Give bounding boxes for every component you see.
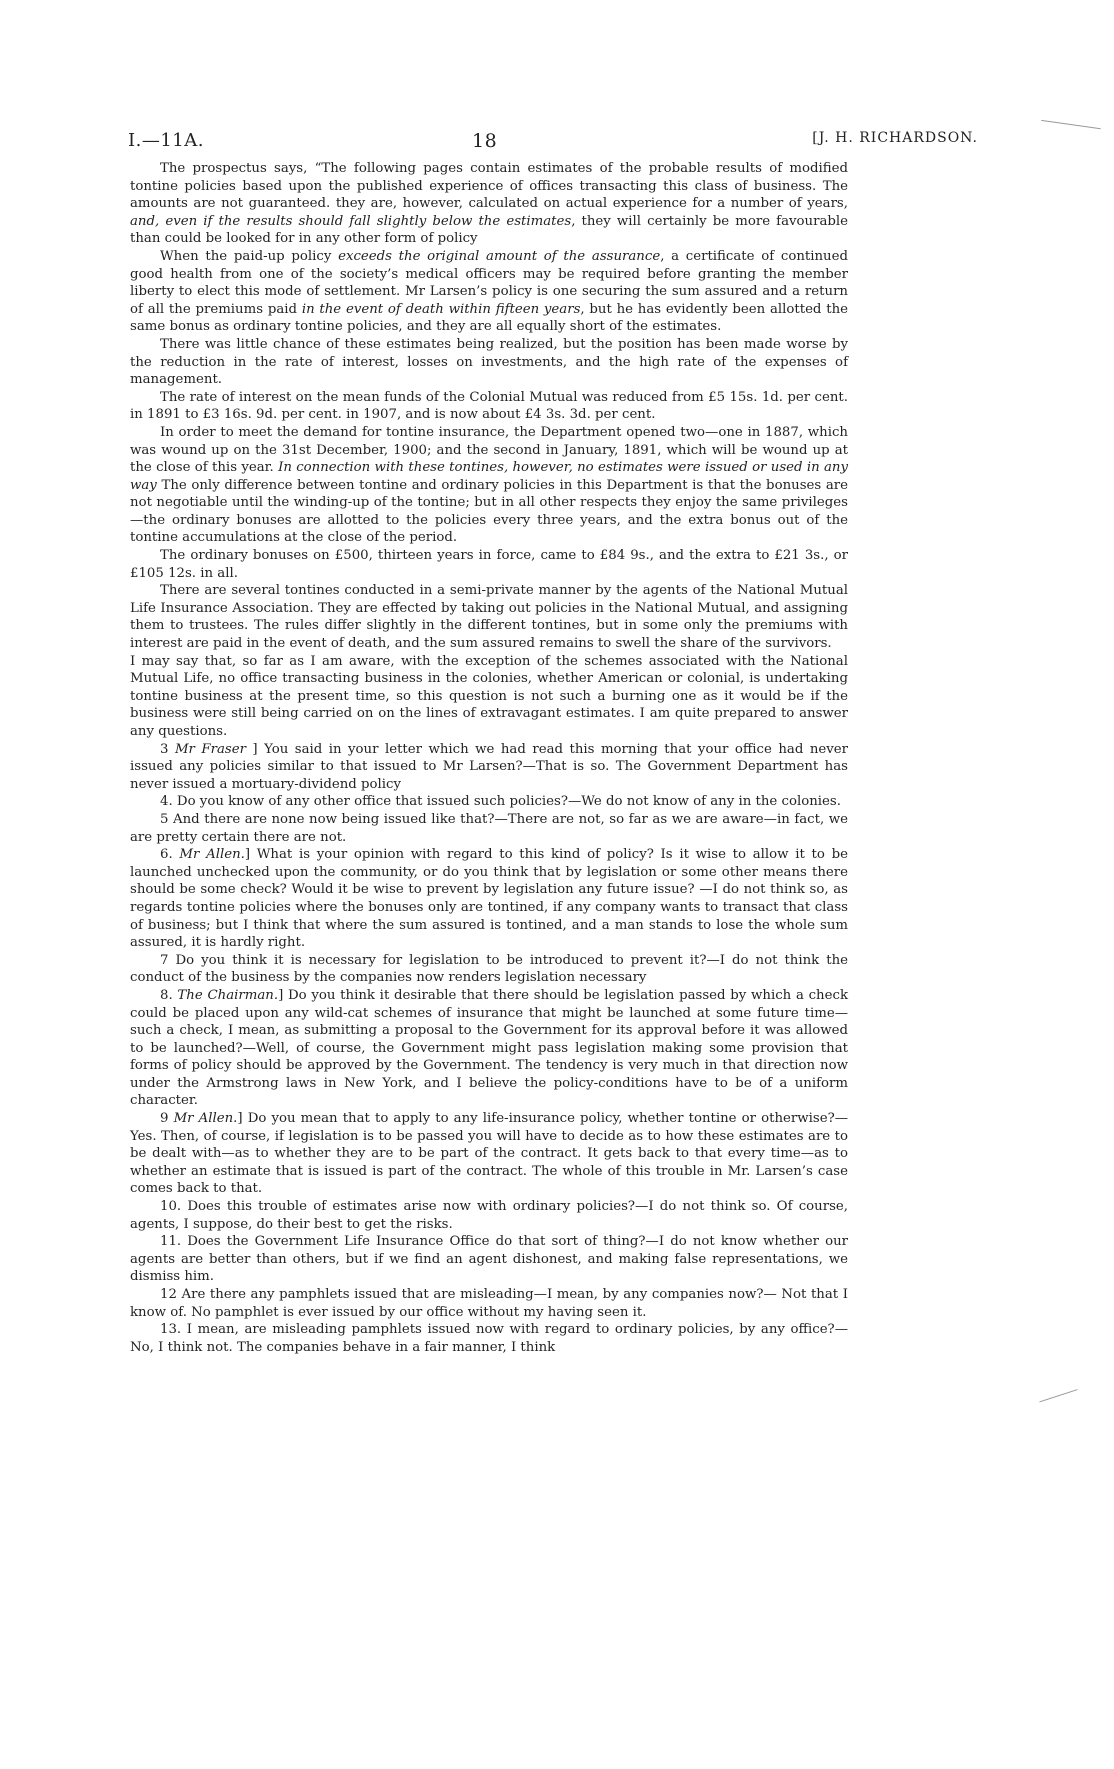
question-answer-paragraph xyxy=(130,1233,848,1286)
paragraph xyxy=(130,547,848,582)
text-run: 12 Are there any pamphlets issued that are misleading—I mean, by any companies now?— Not that I know of. No pamphlet is ever issued by our office without my having seen it. xyxy=(130,1287,848,1320)
question-answer-paragraph xyxy=(130,741,848,794)
text-run: 4. Do you know of any other office that issued such policies?—We do not know of any in the colonies. xyxy=(160,794,841,810)
paragraph xyxy=(130,160,848,248)
question-answer-paragraph xyxy=(130,1198,848,1233)
italic-text: exceeds the original amount of the assurance xyxy=(338,248,661,264)
text-run: In order to meet the demand for tontine insurance, the Department opened two—one in 1887, which was wound up on the 31st December, 1900; and the second in January, 1891, which will be wound up at the close of this year. xyxy=(130,424,848,476)
question-answer-paragraph xyxy=(130,987,848,1110)
text-run: ] Do you mean that to apply to any life-insurance policy, whether tontine or otherwise?—Yes. Then, of course, if legislation is to be passed you will have to decide as to how these estimates are to be dealt with—as to whether they are to be part of the contract. It gets back to that every time—as to whether an estimate that is issued is part of the contract. The whole of this trouble in Mr. Larsen’s case comes back to that. xyxy=(130,1111,848,1197)
paragraph xyxy=(130,582,848,652)
paragraph xyxy=(130,653,848,741)
scan-mark xyxy=(1039,120,1101,143)
text-run: 9 xyxy=(160,1111,174,1127)
question-answer-paragraph xyxy=(130,1286,848,1321)
italic-text: in the event of death within fifteen years xyxy=(301,301,581,317)
italic-text: In connection with these tontines, however, no estimates were issued or used in any way xyxy=(130,460,848,493)
question-answer-paragraph xyxy=(130,846,848,952)
page-number: 18 xyxy=(472,130,498,152)
question-answer-paragraph xyxy=(130,793,848,811)
text-run: The only difference between tontine and ordinary policies in this Department is that the bonuses are not negotiable until the winding-up of the tontine; but in all other respects they enjoy the same privileges—the ordinary bonuses are allotted to the policies every three years, and the extra bonus out of the tontine accumulations at the close of the period. xyxy=(130,477,848,546)
text-run: 10. Does this trouble of estimates arise now with ordinary policies?—I do not think so. Of course, agents, I suppose, do their best to get the risks. xyxy=(130,1199,848,1232)
text-run: The ordinary bonuses on £500, thirteen years in force, came to £84 9s., and the extra to £21 3s., or £105 12s. in all. xyxy=(130,548,848,581)
paragraph xyxy=(130,424,848,547)
italic-text: The Chairman. xyxy=(177,987,279,1003)
text-run: ] You said in your letter which we had read this morning that your office had never issued any policies similar to that issued to Mr Larsen?—That is so. The Government Department has never issued a mortuary-dividend policy xyxy=(130,741,848,792)
text-run: The rate of interest on the mean funds of the Colonial Mutual was reduced from £5 15s. 1d. per cent. in 1891 to £3 16s. 9d. per cent. in 1907, and is now about £4 3s. 3d. per cent. xyxy=(130,389,848,423)
text-run: 11. Does the Government Life Insurance Office do that sort of thing?—I do not know whether our agents are better than others, but if we find an agent dishonest, and making false representations, we dismiss him. xyxy=(130,1234,848,1285)
text-run: ] What is your opinion with regard to this kind of policy? Is it wise to allow it to be launched unchecked upon the community, or do you think that by legislation or some other means there should be some check? Would it be wise to prevent by legislation any future issue? —I do not think so, as regards tontine policies where the bonuses only are tontined, if any company wants to transact that class of business; but I think that where the sum assured is tontined, and a man stands to lose the whole sum assured, it is hardly right. xyxy=(130,847,848,951)
italic-text: Mr Fraser xyxy=(174,741,246,757)
italic-text: and, even if the results should fall slightly below the estimates xyxy=(130,213,572,229)
paragraph xyxy=(130,336,848,389)
header-witness-name: [J. H. RICHARDSON. xyxy=(812,130,978,146)
italic-text: Mr Allen. xyxy=(179,847,245,863)
text-run: 8. xyxy=(160,987,178,1003)
question-answer-paragraph xyxy=(130,1110,848,1198)
header-series-code: I.—11A. xyxy=(128,130,204,151)
text-run: 13. I mean, are misleading pamphlets issued now with regard to ordinary policies, by any office?—No, I think not. The companies behave in a fair manner, I think xyxy=(130,1322,848,1355)
question-answer-paragraph xyxy=(130,1321,848,1356)
question-answer-paragraph xyxy=(130,811,848,846)
text-run: ] Do you think it desirable that there should be legislation passed by which a check could be placed upon any wild-cat schemes of insurance that might be launched at some future time—such a check, I mean, as submitting a proposal to the Government for its approval before it was allowed to be launched?—Well, of course, the Government might pass legislation making some provision that forms of policy should be approved by the Government. The tendency is very much in that direction now under the Armstrong laws in New York, and I believe the policy-conditions have to be of a uniform character. xyxy=(130,987,848,1109)
text-run: When the paid-up policy xyxy=(160,248,339,264)
text-run: The prospectus says, “The following pages contain estimates of the probable results of modified tontine policies based upon the published experience of offices transacting this class of business. The amounts are not guaranteed. they are, however, calculated on actual experience for a number of years, xyxy=(130,161,848,212)
text-run: 6. xyxy=(160,847,180,863)
italic-text: Mr Allen. xyxy=(173,1111,238,1127)
text-run: 5 And there are none now being issued like that?—There are not, so far as we are aware—in fact, we are pretty certain there are not. xyxy=(130,811,848,845)
text-run: , a certificate of continued good health from one of the society’s medical officers may be required before granting the member liberty to elect this mode of settlement. Mr Larsen’s policy is one securing the sum assured and a return of all the premiums paid xyxy=(130,248,849,317)
text-run: 7 Do you think it is necessary for legislation to be introduced to prevent it?—I do not think the conduct of the business by the companies now renders legislation necessary xyxy=(130,952,848,986)
text-run: , but he has evidently been allotted the same bonus as ordinary tontine policies, and they are all equally short of the estimates. xyxy=(130,301,848,335)
text-run: 3 xyxy=(160,741,175,757)
paragraph xyxy=(130,248,848,336)
text-run: There was little chance of these estimates being realized, but the position has been made worse by the reduction in the rate of interest, losses on investments, and the high rate of the expenses of management. xyxy=(130,336,848,388)
page-header xyxy=(128,130,978,160)
question-answer-paragraph xyxy=(130,952,848,987)
text-run: , they will certainly be more favourable than could be looked for in any other form of policy xyxy=(130,213,849,247)
scan-mark xyxy=(1039,1389,1080,1412)
paragraph xyxy=(130,389,848,424)
text-run: There are several tontines conducted in a semi-private manner by the agents of the National Mutual Life Insurance Association. They are effected by taking out policies in the National Mutual, and assigning them to trustees. The rules differ slightly in the different tontines, but in some only the premiums with interest are paid in the event of death, and the sum assured remains to swell the share of the survivors. xyxy=(130,583,848,652)
text-run: I may say that, so far as I am aware, with the exception of the schemes associated with the National Mutual Life, no office transacting business in the colonies, whether American or colonial, is undertaking tontine business at the present time, so this question is not such a burning one as it would be if the business were still being carried on on the lines of extravagant estimates. I am quite prepared to answer any questions. xyxy=(130,653,848,739)
body-text xyxy=(130,160,848,1356)
